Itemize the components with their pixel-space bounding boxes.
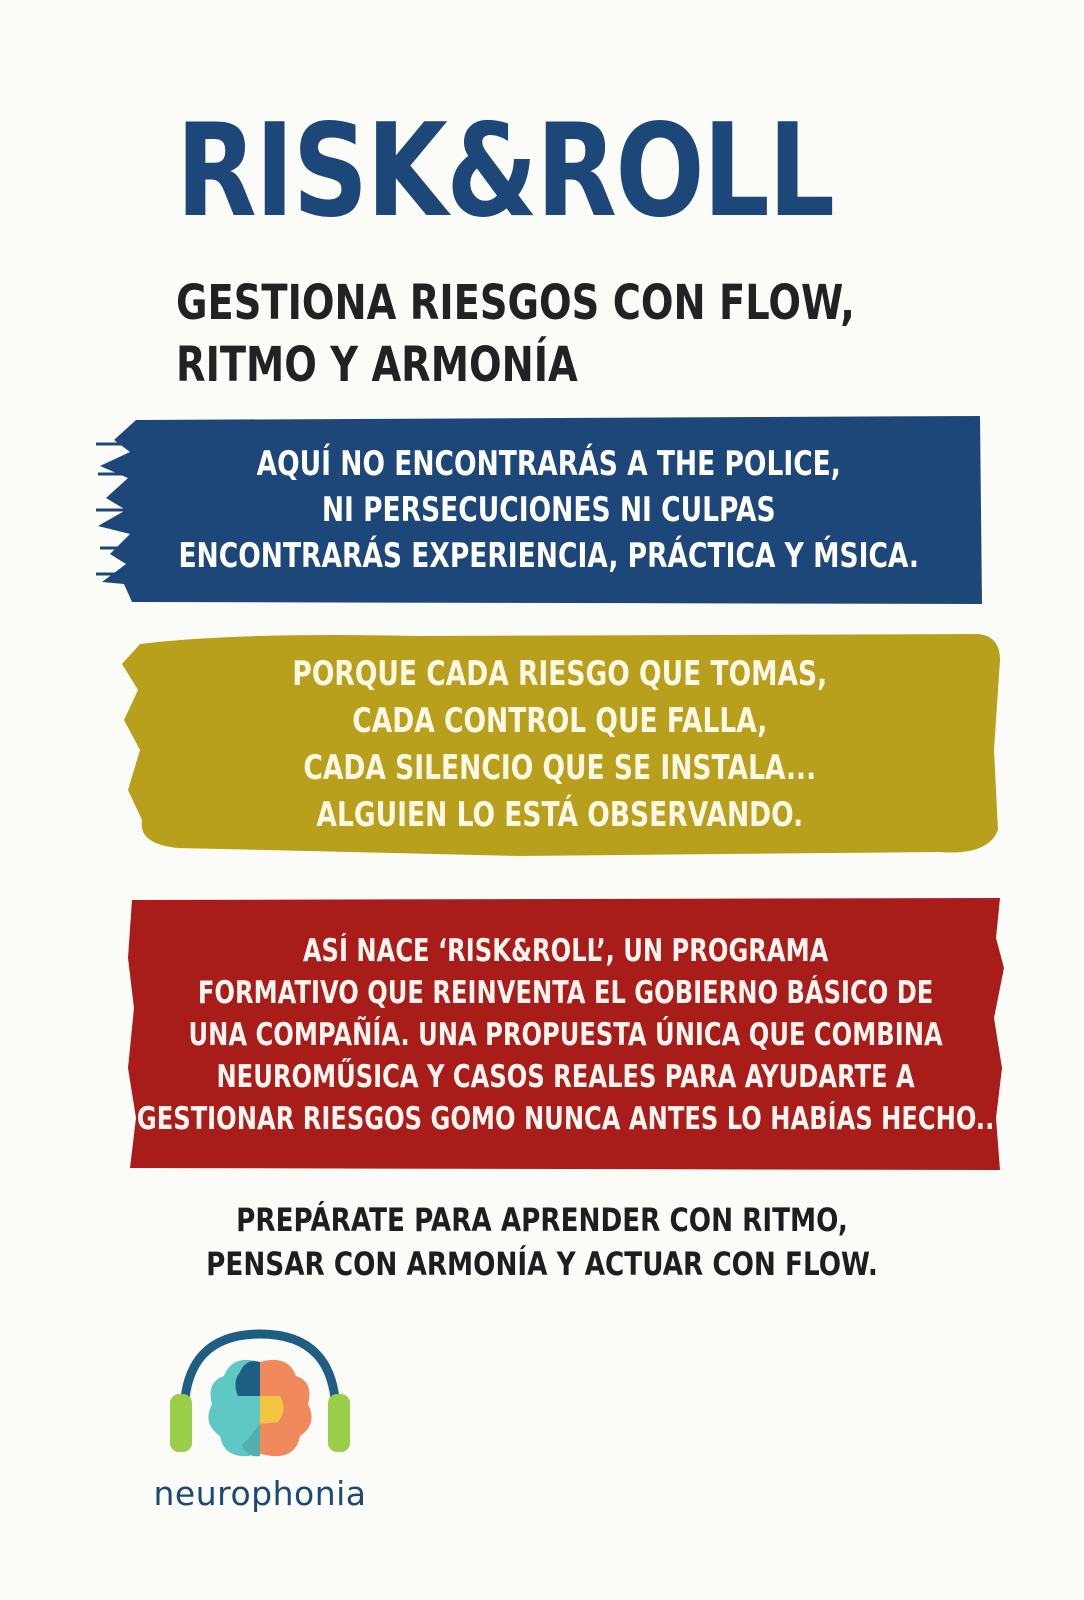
subtitle-line: GESTIONA RIESGOS CON FLOW, <box>176 275 855 331</box>
red-brush-band <box>128 898 1004 1172</box>
band-text-line: FORMATIVO QUE REINVENTA EL GOBIERNO BÁSICO DE <box>198 975 934 1011</box>
band-text-line: CADA CONTROL QUE FALLA, <box>352 701 768 741</box>
page-title: RISK&ROLL <box>176 97 834 246</box>
logo-wordmark: neurophonia <box>153 1474 367 1513</box>
olive-brush-band <box>118 630 1002 860</box>
neurophonia-logo <box>130 1324 390 1534</box>
band-text-line: PORQUE CADA RIESGO QUE TOMAS, <box>292 654 828 694</box>
band-text-line: ENCONTRARÁS EXPERIENCIA, PRÁCTICA Y ḾSICA. <box>178 536 920 576</box>
page-subtitle <box>176 272 855 396</box>
band-text-line: CADA SILENCIO QUE SE INSTALA... <box>303 748 817 788</box>
band-text-line: UNA COMPAÑÍA. UNA PROPUESTA ÚNICA QUE COMBINA <box>188 1017 944 1053</box>
cta-line: PREPÁRATE PARA APRENDER CON RITMO, <box>236 1201 848 1239</box>
blue-brush-band <box>96 414 1002 606</box>
band-text-line: GESTIONAR RIESGOS GOMO NUNCA ANTES LO HABÍAS HECHO.. <box>137 1101 995 1137</box>
cta-line: PENSAR CON ARMONÍA Y ACTUAR CON FLOW. <box>206 1245 878 1283</box>
band-text-line: AQUÍ NO ENCONTRARÁS A THE POLICE, <box>256 444 842 484</box>
band-text-line: NI PERSECUCIONES NI CULPAS <box>322 490 776 530</box>
band-text-line: ASÍ NACE ‘RISK&ROLL’, UN PROGRAMA <box>303 933 829 969</box>
brain-headphones-icon <box>162 1324 358 1474</box>
call-to-action <box>0 1198 1084 1286</box>
band-text-line: ALGUIEN LO ESTÁ OBSERVANDO. <box>316 795 804 835</box>
subtitle-line: RITMO Y ARMONÍA <box>176 337 578 393</box>
band-text-line: NEUROMŰSICA Y CASOS REALES PARA AYUDARTE A <box>216 1059 916 1095</box>
